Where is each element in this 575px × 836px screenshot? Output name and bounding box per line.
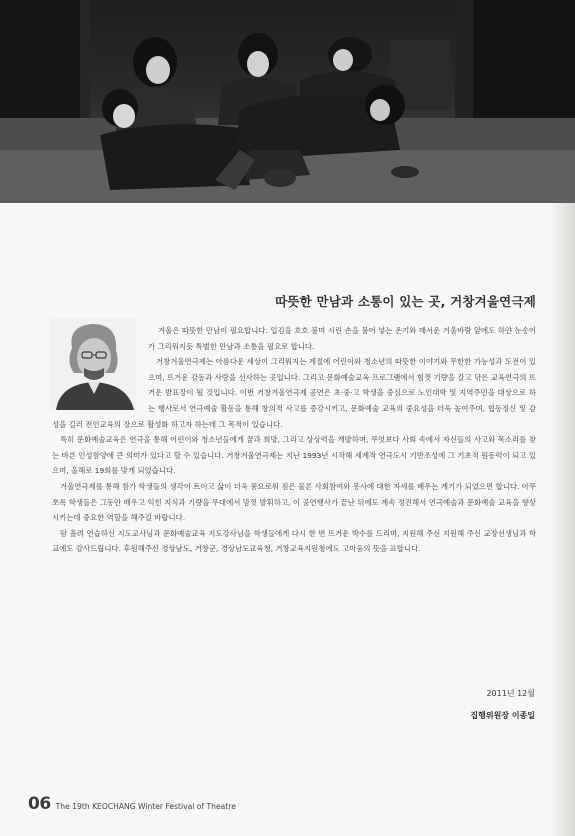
paragraph-1: 겨울은 따뜻한 만남이 필요합니다. 입김을 호호 불며 시린 손을 불어 넣는 온기와 매서운 겨울바람 앞에도 하얀 눈송이가 그리워지듯 특별한 만남과 소통을 필요로 합니다.: [148, 326, 536, 351]
article-body: [52, 323, 536, 557]
publication-title: The 19th KEOCHANG Winter Festival of Theatre: [55, 802, 236, 811]
page-footer: [28, 794, 236, 814]
letter-signature: 집행위원장 이종일: [470, 711, 535, 720]
header-photo: [0, 0, 575, 203]
paragraph-2: 거창겨울연극제는 아름다운 세상이 그리워지는 계절에 어린이와 청소년의 따뜻한 이야기와 무한한 가능성과 도전이 있으며, 뜨거운 감동과 사랑을 선사하는 곳입니다. 그리고 문화예술교육 프로그램에서 힘껏 기량을 갈고 닦은 교육연극의 뜨거운 발표장이 될 것입니다. 이번 거창겨울연극제 공연은 초·중·고 학생을 중심으로 노인대학 및 지역주민을 대상으로 하는 행사로서 연극예술 활동을 통해 창의적 사고를 증강시키고, 문화예술 교육의 중요성을 더욱 높여주며, 협동정신 및 감성을 길러 전인교육의 장으로 활성화 하고자 하는데 그 목적이 있습니다.: [52, 357, 536, 429]
page-edge-shadow: [551, 203, 575, 836]
paragraph-3: 특히 문화예술교육은 연극을 통해 어린이와 청소년들에게 꿈과 희망, 그리고 상상력을 개발하며, 무엇보다 사회 속에서 자신들의 사고와 목소리를 찾는 바른 인성함양에 큰 의미가 있다고 할 수 있습니다. 거창겨울연극제는 지난 1993년 시작해 세계적 연극도시 기반조성에 그 기초적 원동력이 되고 있으며, 올해로 19회를 맞게 되었습니다.: [52, 435, 536, 476]
article-heading: 따뜻한 만남과 소통이 있는 곳, 거창겨울연극제: [275, 294, 536, 309]
portrait-wrap-area: [52, 323, 144, 415]
page-number: 06: [28, 794, 51, 814]
group-photo-illustration: [0, 0, 575, 203]
paragraph-5: 땀 흘려 연습하신 지도교사님과 문화예술교육 지도강사님을 학생들에게 다시 한 번 뜨거운 박수를 드리며, 지원해 주신 지원해 주신 교장선생님과 학교에도 감사드립니다. 후원해주신 경상남도, 거창군, 경상남도교육청, 거창교육지원청에도 고마움의 뜻을 표합니다.: [52, 528, 536, 554]
paragraph-4: 겨울연극제를 통해 참가 학생들의 생각이 트이고 삶이 더욱 풍요로워 짐은 물론 사회참여와 봉사에 대한 자세를 배우는 계기가 되었으면 합니다. 아무쪼록 학생들은 그동안 배우고 익힌 지식과 기량을 무대에서 맘껏 발휘하고, 이 공연행사가 끝난 뒤에도 계속 정진해서 연극예술과 문화예술 교육을 향상시키는데 중요한 역할을 해주길 바랍니다.: [52, 481, 536, 523]
letter-date: 2011년 12월: [486, 689, 535, 698]
